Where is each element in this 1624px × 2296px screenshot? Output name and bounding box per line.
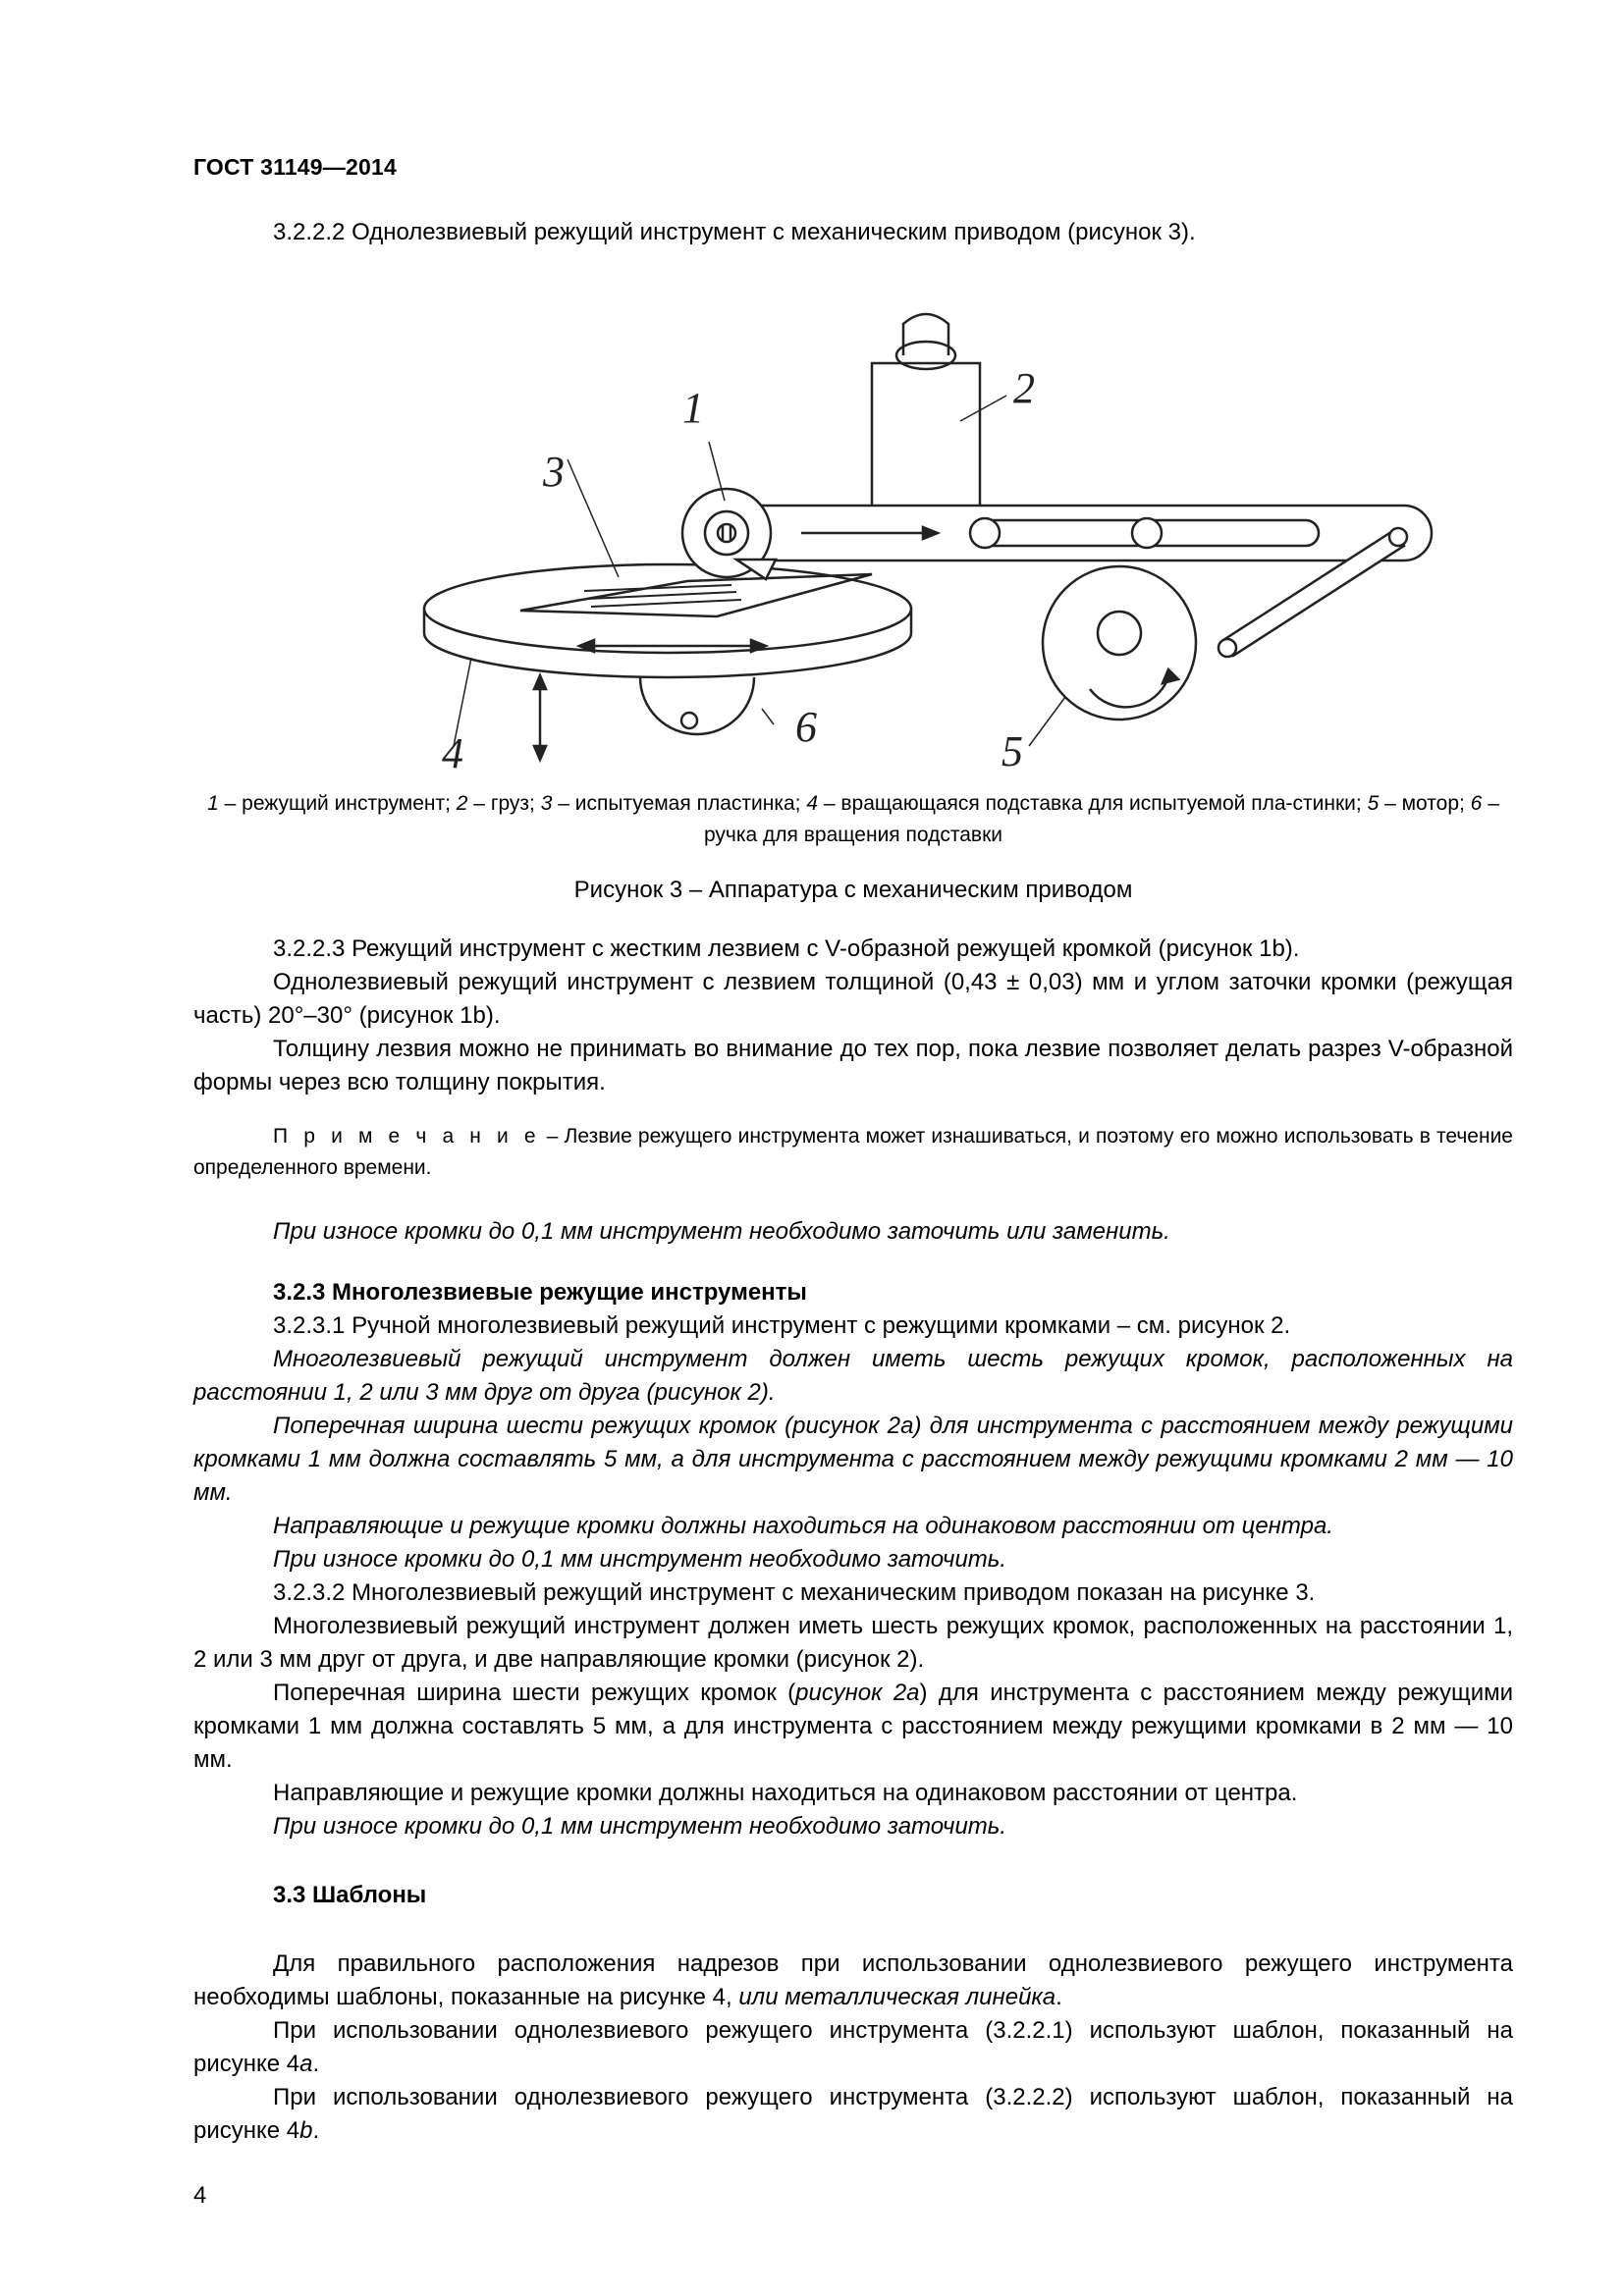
standard-header: ГОСТ 31149—2014 (193, 154, 397, 180)
figure-label-6: 6 (795, 703, 817, 751)
section-323-p8: Поперечная ширина шести режущих кромок (рисунок 2а) для инструмента с расстоянием между режущими кромками 1 мм должна составлять 5 мм, а для инструмента с расстоянием между режущими кромками в 2 мм — 10 мм. (193, 1680, 1514, 1773)
apparatus-figure (412, 294, 1434, 775)
figure-label-5: 5 (1001, 727, 1023, 775)
section-33-p1: Для правильного расположения надрезов при использовании однолезвиевого режущего инструмента необходимы шаблоны, показанные на рисунке 4, или металлическая линейка. (193, 1950, 1513, 2010)
note-paragraph (193, 1121, 1513, 1184)
section-323-p2: Многолезвиевый режущий инструмент должен иметь шесть режущих кромок, расположенных на расстоянии 1, 2 или 3 мм друг от друга (рисунок 2). (193, 1346, 1513, 1406)
section-3223-p1: 3.2.2.3 Режущий инструмент с жестким лезвием с V-образной режущей кромкой (рисунок 1b). (273, 935, 1300, 962)
section-323-p5: При износе кромки до 0,1 мм инструмент необходимо заточить. (273, 1546, 1007, 1573)
figure-label-2: 2 (1013, 364, 1035, 412)
handle-wheel (640, 677, 754, 734)
note-text: – Лезвие режущего инструмента может изнашиваться, и поэтому его можно использовать в течение определенного времени. (193, 1125, 1513, 1179)
platform-side (424, 609, 911, 677)
figure-caption: Рисунок 3 – Аппаратура с механическим приводом (573, 877, 1133, 903)
section-323-p6: 3.2.3.2 Многолезвиевый режущий инструмент с механическим приводом показан на рисунке 3. (273, 1579, 1316, 1606)
section-3222-paragraph: 3.2.2.2 Однолезвиевый режущий инструмент с механическим приводом (рисунок 3). (273, 219, 1196, 245)
section-323-heading: 3.2.3 Многолезвиевые режущие инструменты (273, 1279, 807, 1306)
platform-top (424, 564, 911, 653)
note-label: П р и м е ч а н и е (273, 1125, 541, 1148)
section-323-p4: Направляющие и режущие кромки должны находиться на одинаковом расстоянии от центра. (273, 1513, 1333, 1539)
figure-label-3: 3 (543, 448, 565, 496)
section-323-p3: Поперечная ширина шести режущих кромок (рисунок 2а) для инструмента с расстоянием между режущими кромками 1 мм должна составлять 5 мм, а для инструмента с расстоянием между режущими кромками 2 мм — 10 мм. (193, 1413, 1513, 1506)
section-3223-p2: Однолезвиевый режущий инструмент с лезвием толщиной (0,43 ± 0,03) мм и углом заточки кромки (режущая часть) 20°–30° (рисунок 1b). (193, 969, 1513, 1029)
section-323-p7: Многолезвиевый режущий инструмент должен иметь шесть режущих кромок, расположенных на расстоянии 1, 2 или 3 мм друг от друга, и две направляющие кромки (рисунок 2). (193, 1613, 1513, 1673)
figure-label-1: 1 (682, 384, 704, 432)
section-33-p2: При использовании однолезвиевого режущего инструмента (3.2.2.1) используют шаблон, показанный на рисунке 4а. (193, 2017, 1513, 2077)
figure-label-4: 4 (442, 729, 463, 775)
section-33-heading: 3.3 Шаблоны (273, 1882, 427, 1908)
wear-note: При износе кромки до 0,1 мм инструмент необходимо заточить или заменить. (273, 1218, 1170, 1245)
weight-block (872, 363, 980, 520)
test-plate (520, 574, 872, 616)
figure-legend: 1 – режущий инструмент; 2 – груз; 3 – испытуемая пластинка; 4 – вращающаяся подставка для испытуемой пла-стинки; 5 – мотор; 6 – ручка для вращения подставки (207, 792, 1499, 846)
section-323-p10: При износе кромки до 0,1 мм инструмент необходимо заточить. (273, 1813, 1007, 1840)
section-3223-p3: Толщину лезвия можно не принимать во внимание до тех пор, пока лезвие позволяет делать разрез V-образной формы через всю толщину покрытия. (193, 1036, 1513, 1095)
motor-wheel (1043, 566, 1196, 720)
section-33-p3: При использовании однолезвиевого режущего инструмента (3.2.2.2) используют шаблон, показанный на рисунке 4b. (193, 2084, 1513, 2144)
section-323-p1: 3.2.3.1 Ручной многолезвиевый режущий инструмент с режущими кромками – см. рисунок 2. (273, 1312, 1291, 1339)
page-number: 4 (193, 2182, 207, 2209)
section-323-p9: Направляющие и режущие кромки должны находиться на одинаковом расстоянии от центра. (273, 1780, 1298, 1806)
